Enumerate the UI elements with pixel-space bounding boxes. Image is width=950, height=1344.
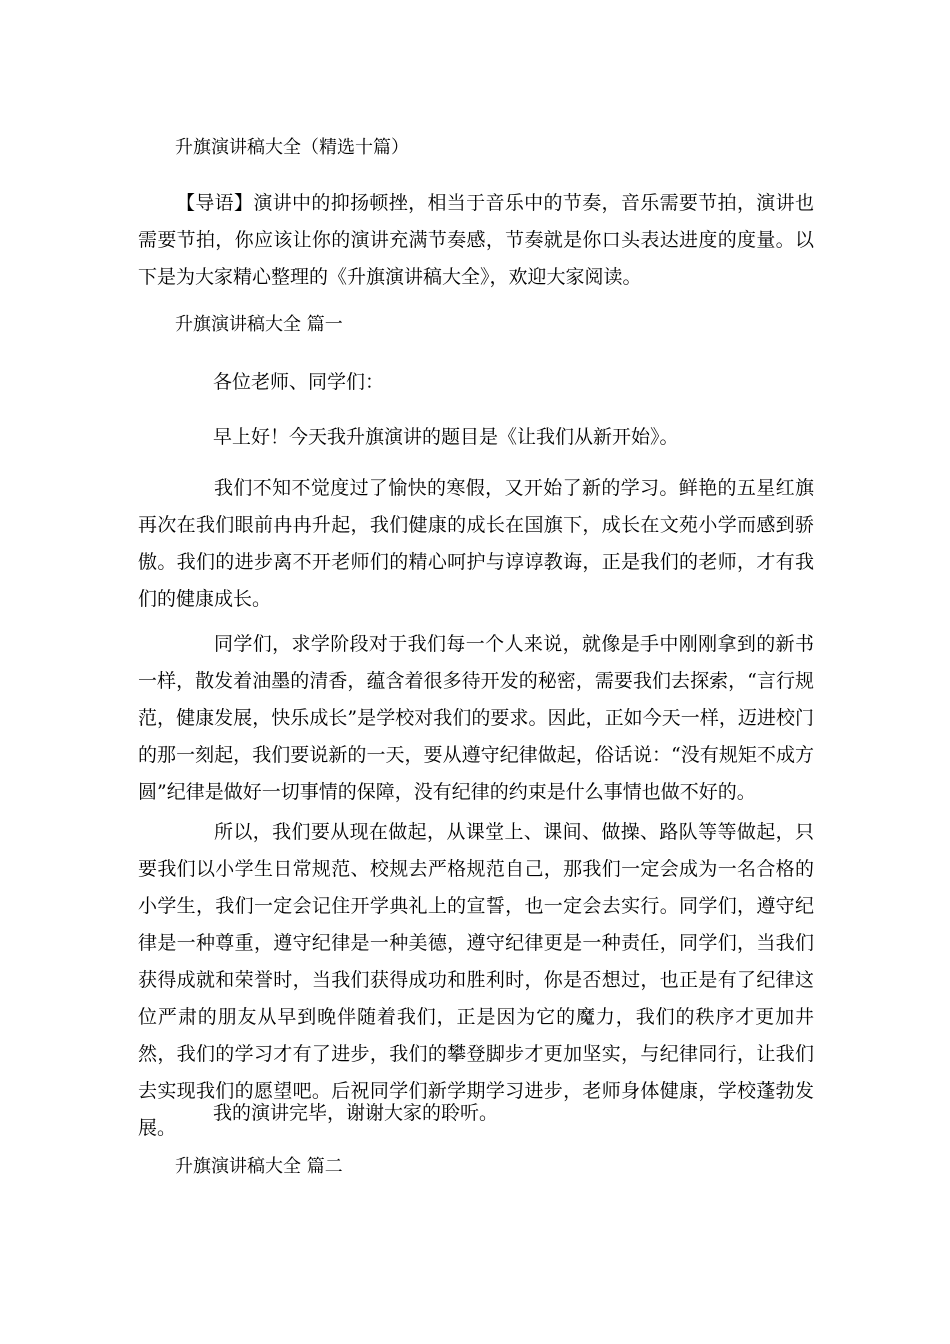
section-heading-2: 升旗演讲稿大全 篇二	[175, 1156, 343, 1177]
body-paragraph-2: 同学们，求学阶段对于我们每一个人来说，就像是手中刚刚拿到的新书一样，散发着油墨的清香，蕴含着很多待开发的秘密，需要我们去探索，“言行规范，健康发展，快乐成长”是学校对我们的要求。因此，正如今天一样，迈进校门的那一刻起，我们要说新的一天，要从遵守纪律做起，俗话说：“没有规矩不成方圆”纪律是做好一切事情的保障，没有纪律的约束是什么事情也做不好的。	[138, 633, 814, 803]
salutation: 各位老师、同学们：	[213, 371, 385, 393]
body-paragraph-3: 所以，我们要从现在做起，从课堂上、课间、做操、路队等等做起，只要我们以小学生日常规范、校规去严格规范自己，那我们一定会成为一名合格的小学生，我们一定会记住开学典礼上的宣誓，也一定会去实行。同学们，遵守纪律是一种尊重，遵守纪律是一种美德，遵守纪律更是一种责任，同学们，当我们获得成就和荣誉时，当我们获得成功和胜利时，你是否想过，也正是有了纪律这位严肃的朋友从早到晚伴随着我们，正是因为它的魔力，我们的秩序才更加井然，我们的学习才有了进步，我们的攀登脚步才更加坚实，与纪律同行，让我们去实现我们的愿望吧。后祝同学们新学期学习进步，老师身体健康，学校蓬勃发展。	[138, 821, 814, 1139]
document-title: 升旗演讲稿大全（精选十篇）	[175, 137, 409, 158]
greeting-line: 早上好！今天我升旗演讲的题目是《让我们从新开始》。	[213, 426, 679, 448]
body-paragraph-1: 我们不知不觉度过了愉快的寒假，又开始了新的学习。鲜艳的五星红旗再次在我们眼前冉冉升起，我们健康的成长在国旗下，成长在文苑小学而感到骄傲。我们的进步离不开老师们的精心呵护与谆谆教诲，正是我们的老师，才有我们的健康成长。	[138, 477, 814, 610]
section-heading-1: 升旗演讲稿大全 篇一	[175, 314, 343, 335]
intro-paragraph: 【导语】演讲中的抑扬顿挫，相当于音乐中的节奏，音乐需要节拍，演讲也需要节拍，你应该让你的演讲充满节奏感，节奏就是你口头表达进度的度量。以下是为大家精心整理的《升旗演讲稿大全》，欢迎大家阅读。	[138, 192, 814, 288]
closing-line: 我的演讲完毕，谢谢大家的聆听。	[213, 1102, 499, 1124]
